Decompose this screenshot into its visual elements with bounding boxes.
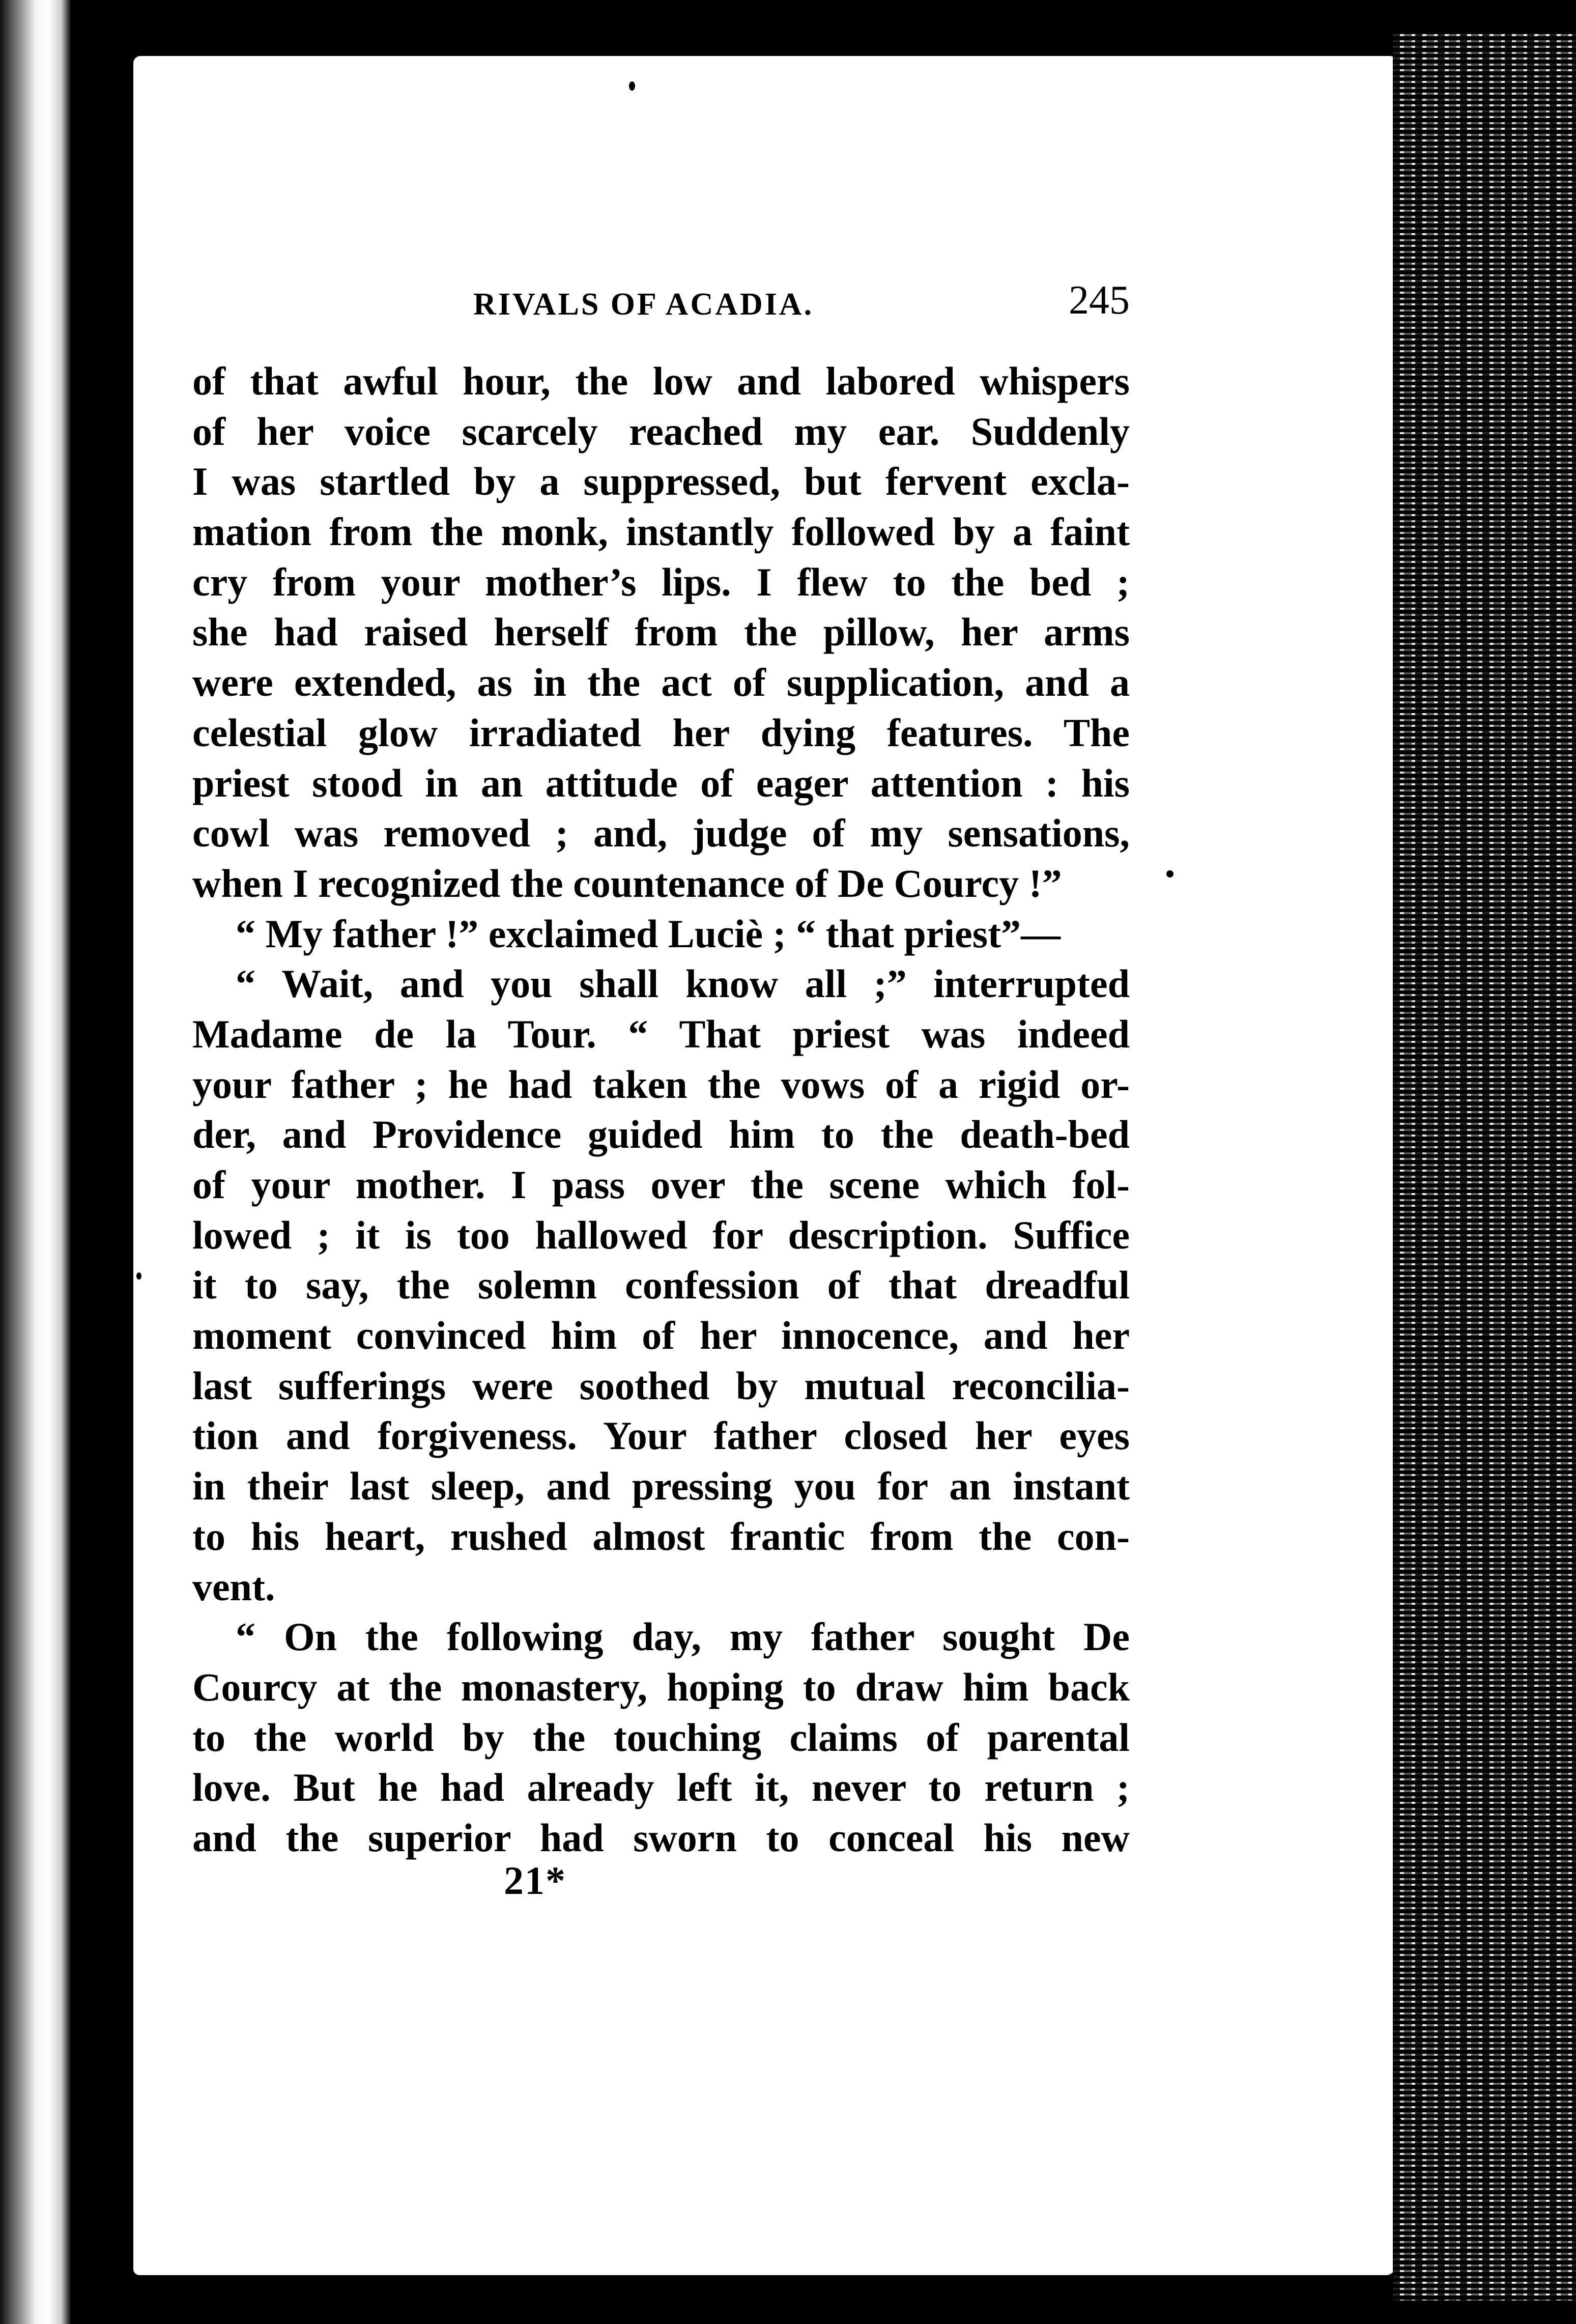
scan-speck <box>1394 2117 1401 2124</box>
text-line: your father ; he had taken the vows of a rigid or- <box>192 1062 1130 1107</box>
scan-speck <box>629 81 635 91</box>
text-line: tion and forgiveness. Your father closed her eyes <box>192 1413 1130 1458</box>
text-line: mation from the monk, instantly followed by a faint <box>192 509 1130 554</box>
text-line: love. But he had already left it, never to return ; <box>192 1765 1130 1810</box>
text-line: and the superior had sworn to conceal his new <box>192 1815 1130 1860</box>
text-line: I was startled by a suppressed, but fervent excla- <box>192 459 1130 504</box>
text-line: moment convinced him of her innocence, and her <box>192 1313 1130 1358</box>
page-block-edge-texture <box>1393 31 1576 2301</box>
text-line: vent. <box>192 1564 275 1609</box>
text-line: of your mother. I pass over the scene which fol- <box>192 1163 1130 1207</box>
text-line: in their last sleep, and pressing you for an instant <box>192 1464 1130 1509</box>
text-line: when I recognized the countenance of De Courcy !” <box>192 861 1062 905</box>
page-number: 245 <box>1069 278 1130 323</box>
text-line: priest stood in an attitude of eager attention : his <box>192 760 1130 805</box>
scan-speck <box>136 1272 141 1280</box>
text-line: “ My father !” exclaimed Luciè ; “ that priest”— <box>236 911 1061 956</box>
text-line: were extended, as in the act of supplication, and a <box>192 660 1130 705</box>
text-line: to his heart, rushed almost frantic from the con- <box>192 1514 1130 1558</box>
text-line: of her voice scarcely reached my ear. Suddenly <box>192 409 1130 454</box>
text-line: lowed ; it is too hallowed for description. Suffice <box>192 1212 1130 1257</box>
text-line: “ On the following day, my father sought De <box>236 1614 1130 1659</box>
running-title: RIVALS OF ACADIA. <box>473 287 814 322</box>
text-line: Madame de la Tour. “ That priest was indeed <box>192 1011 1130 1056</box>
text-line: of that awful hour, the low and labored whispers <box>192 359 1130 403</box>
adjacent-page-edge <box>0 0 71 2324</box>
text-line: der, and Providence guided him to the death-bed <box>192 1112 1130 1157</box>
signature-mark: 21* <box>504 1858 566 1903</box>
text-line: last sufferings were soothed by mutual reconcilia- <box>192 1363 1130 1408</box>
scan-speck <box>1166 870 1173 877</box>
text-line: cowl was removed ; and, judge of my sensations, <box>192 811 1130 856</box>
text-line: to the world by the touching claims of parental <box>192 1715 1130 1760</box>
text-line: she had raised herself from the pillow, her arms <box>192 610 1130 655</box>
text-line: Courcy at the monastery, hoping to draw him back <box>192 1664 1130 1709</box>
running-head <box>193 277 1130 328</box>
text-line: it to say, the solemn confession of that dreadful <box>192 1263 1130 1308</box>
body-text <box>192 356 1130 1863</box>
text-line: cry from your mother’s lips. I flew to the bed ; <box>192 559 1130 604</box>
text-line: “ Wait, and you shall know all ;” interrupted <box>236 961 1130 1006</box>
text-line: celestial glow irradiated her dying features. The <box>192 710 1130 755</box>
